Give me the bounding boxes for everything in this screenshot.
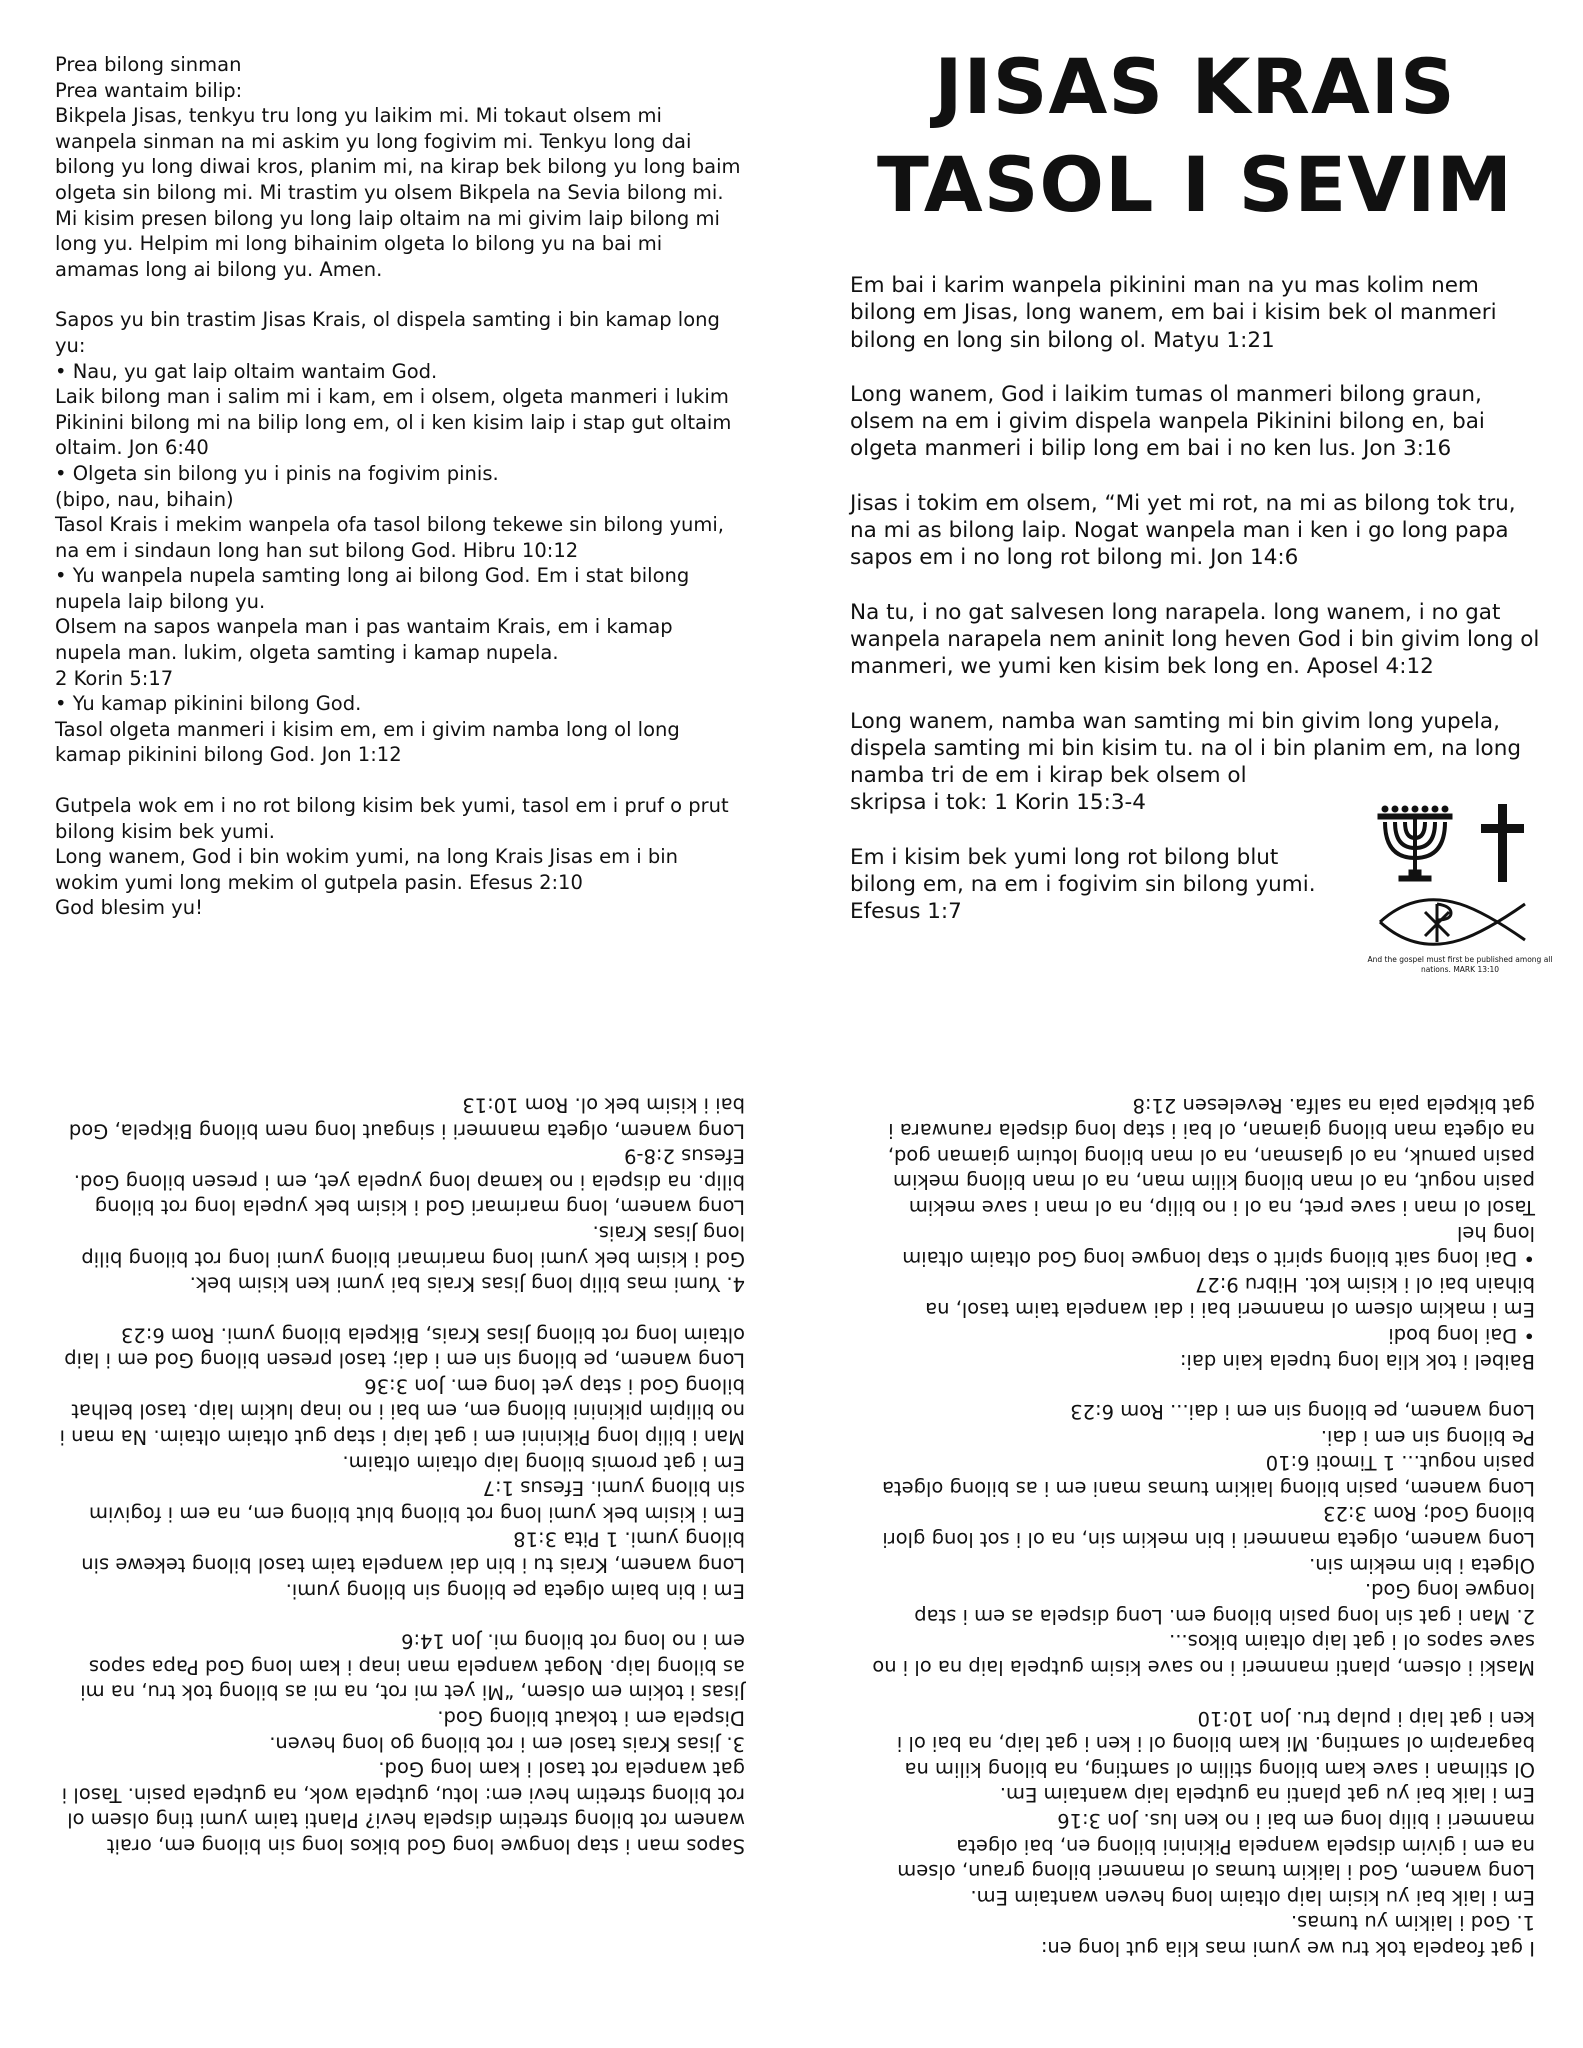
verse-matyu: Em bai i karim wanpela pikinini man na yu mas kolim nem bilong em Jisas, long wanem, em bai i kisim bek ol manmeri bilong en long sin bilong ol. Matyu 1:21 [850,273,1497,353]
assurance-paragraph: Sapos yu bin trastim Jisas Krais, ol dispela samting i bin kamap long yu: • Nau, yu gat laip oltaim wantaim God. Laik bilong man i salim mi i kam, em i olsem, olgeta manmeri i lukim Pikinini bilong mi na bilip long em, ol i ken kisim laip i stap gut oltaim oltaim. Jon 6:40 • Olgeta sin bilong yu i pinis na fogivim pinis. (bipo, nau, bihain) Tasol Krais i mekim wanpela ofa tasol bilong tekewe sin bilong yumi, na em i sindaun long han sut bilong God. Hibru 10:12 • Yu wanpela nupela samting long ai bilong God. Em i stat bilong nupela laip bilong yu. Olsem na sapos wanpela man i pas wantaim Krais, em i kamap nupela man. lukim, olgeta samting i kamap nupela. 2 Korin 5:17 • Yu kamap pikinini bilong God. Tasol olgeta manmeri i kisim em, em i givim namba long ol long kamap pikinini bilong God. Jon 1:12 [55,308,732,767]
verse-1-korin: Long wanem, namba wan samting mi bin givim long yupela, dispela samting mi bin kisim tu. na ol i bin planim em, na long namba tri de em i kirap bek olsem ol skripsa i tok: 1 Korin 15:3-4 [850,708,1521,816]
truth-1-paragraph: I gat foapela tok tru we yumi mas klia gut long en: 1. God i laikim yu tumas. Em i laik bai yu kisim laip oltaim long heven wantaim Em. Long wanem, God i laikim tumas ol manmeri bilong graun, olsem na em i givim dispela wanpela Pikinini bilong en, bai olgeta manmeri i bilip long em bai i no ken lus. Jon 3:16 Em i laik bai yu gat planti na gutpela laip wantaim Em. Ol stilman i save kam bilong stilim ol samting, na bilong kilim na bagarapim ol samting. Mi kam bilong ol i ken i gat laip, na bai ol i ken i gat laip i pulap tru. Jon 10:10 [896,1706,1535,1960]
cross-icon [1481,804,1524,882]
page-title [850,38,1540,234]
verse-jon-3-16: Long wanem, God i laikim tumas ol manmeri bilong graun, olsem na em i givim dispela wanpela Pikinini bilong en, bai olgeta manmeri i bilip long em bai i no ken lus. Jon 3:16 [850,381,1485,462]
title-line-1: JISAS KRAIS [934,42,1456,131]
prayer-panel [55,52,745,921]
two-deaths-paragraph: Baibel i tok klia long tupela kain dai: • Dai long bodi Em i makim olsem ol manmeri bai i dai wanpela taim tasol, na bihain bai ol i kisim kot. Hibru 9:27 • Dai long sait bilong spirit o stap longwe long God oltaim oltaim long hel Tasol ol man i save pret, na ol i no bilip, na ol man i save mekim pasin nogut, na ol man bilong kilim man, na ol man bilong mekim pasin pamuk, na ol glasman, na ol man bilong lotuim giaman god, na olgeta man bilong giaman, ol bai i stap long dispela raunwara i gat bikpela paia na salfa. Revelesen 21:8 [887,1093,1535,1373]
prayer-paragraph: Prea bilong sinman Prea wantaim bilip: Bikpela Jisas, tenkyu tru long yu laikim mi. Mi tokaut olsem mi wanpela sinman na mi askim yu long fogivim mi. Tenkyu long dai bilong yu long diwai kros, planim mi, na kirap bek bilong yu long baim olgeta sin bilong mi. Mi trastim yu olsem Bikpela na Sevia bilong mi. Mi kisim presen bilong yu long laip oltaim na mi givim laip bilong mi long yu. Helpim mi long bihainim olgeta lo bilong yu na bai mi amamas long ai bilong yu. Amen. [55,53,741,281]
good-works-paragraph: Gutpela wok em i no rot bilong kisim bek yumi, tasol em i pruf o prut bilong kisim bek yumi. Long wanem, God i bin wokim yumi, na long Krais Jisas em i bin wokim yumi long mekim ol gutpela pasin. Efesus 2:10 God blesim yu! [55,794,729,920]
verse-efesus: Em i kisim bek yumi long rot bilong blut bilong em, na em i fogivim sin bilong yumi. Efesus 1:7 [850,844,1316,925]
verse-jon-14-6: Jisas i tokim em olsem, “Mi yet mi rot, na mi as bilong tok tru, na mi as bilong laip. Nogat wanpela man i ken i go long papa sapos em i no long rot bilong mi. Jon 14:6 [850,490,1516,571]
gospel-caption: And the gospel must first be published among all nations. MARK 13:10 [1367,955,1553,974]
title-line-2: TASOL I SEVIM [876,140,1514,229]
rot-paragraph: Sapos man i stap longwe long God bikos long sin bilong em, orait wanem rot bilong stretim dispela hevi? Planti taim yumi ting olsem ol rot bilong stretim hevi em: lotu, gutpela wok, na gutpela pasin. Tasol i gat wanpela rot tasol i kam long God. 3. Jisas Krais tasol em i rot bilong go long heven. Dispela em i tokaut bilong God. Jisas i tokim em olsem, “Mi yet mi rot, na mi as bilong tok tru, na mi as bilong laip. Nogat wanpela man inap i kam long God Papa sapos em i no long rot bilong mi. Jon 14:6 [61,1629,745,1858]
truth-2-paragraph: Maski i olsem, planti manmeri i no save kisim gutpela laip na ol i no save sapos ol i gat laip oltaim bikos... 2. Man i gat sin long pasin bilong em. Long dispela as em i stap longwe long God. Olgeta i bin mekim sin. Long wanem, olgeta manmeri i bin mekim sin, na ol i sot long glori bilong God; Rom 3:23 Long wanem, pasin bilong laikim tumas mani em i as bilong olgeta pasin nogut... 1 Timoti 6:10 Pe bilong sin em i dai. Long wanem, pe bilong sin em i dai... Rom 6:23 [872,1400,1535,1680]
pe-paragraph: Em i bin baim olgeta pe bilong sin bilong yumi. Long wanem, Krais tu i bin dai wanpela taim tasol bilong tekewe sin bilong yumi. 1 Pita 3:18 Em i kisim bek yumi long rot bilong blut bilong em, na em i fogivim sin bilong yumi. Efesus 1:7 Em i gat promis bilong laip oltaim oltaim. Man i bilip long Pikinini em i gat laip i stap gut oltaim oltaim. Na man i no bilipim pikinini bilong em, em bai i no inap lukim laip. tasol belhat bilong God i stap yet long em. Jon 3:36 Long wanem, pe bilong sin em i dai; tasol presen bilong God em i laip oltaim long rot bilong Jisas Krais, Bikpela bilong yumi. Rom 6:23 [59,1323,745,1603]
bilip-paragraph: 4. Yumi mas bilip long Jisas Krais bai yumi ken kisim bek. God i kisim bek yumi long marimari bilong yumi long rot bilong bilip long Jisas Krais. Long wanem, long marimari God i kisim bek yupela long rot bilong bilip. na dispela i no kamap long yupela yet, em i presen bilong God. Efesus 2:8-9 Long wanem, olgeta manmeri i singaut long nem bilong Bikpela, God bai i kisim bek ol. Rom 10:13 [68,1093,745,1296]
four-truths-panel [870,1092,1535,1961]
verse-aposel: Na tu, i no gat salvesen long narapela. long wanem, i no gat wanpela narapela nem aninit long heven God i bin givim long ol manmeri, we yumi ken kisim bek long en. Aposel 4:12 [850,599,1540,680]
way-to-god-panel [55,1092,745,1859]
menorah-icon [1378,806,1452,881]
ichthys-chi-rho-icon [1380,900,1525,945]
